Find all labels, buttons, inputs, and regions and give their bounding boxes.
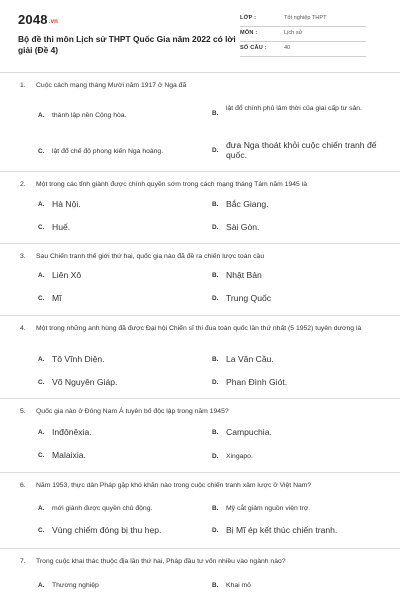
meta-row-grade [240, 12, 366, 27]
option-text: Malaixia. [52, 450, 86, 460]
option-key: D. [212, 527, 219, 534]
option-text: Khai mỏ [226, 582, 251, 589]
option-text: Bắc Giang. [226, 199, 269, 209]
option-text: Võ Nguyên Giáp. [52, 377, 118, 387]
option-d[interactable] [212, 222, 382, 232]
option-key: B. [212, 582, 219, 589]
option-key: D. [212, 147, 219, 154]
option-a[interactable] [38, 270, 208, 280]
option-text: lật đổ chính phủ lâm thời của giai cấp tư sản. [226, 105, 362, 112]
option-text: Xingapo. [226, 453, 253, 460]
meta-label: LỚP : [240, 15, 257, 21]
exam-meta [240, 12, 366, 57]
question-text: Năm 1953, thực dân Pháp gặp khó khăn nào trong cuộc chiến tranh xâm lược ở Việt Nam? [36, 482, 312, 489]
option-c[interactable] [38, 222, 208, 232]
option-text: Inđônêxia. [52, 427, 92, 437]
question-4 [0, 316, 400, 399]
question-stem [20, 252, 380, 262]
option-key: C. [38, 224, 45, 231]
option-key: D. [212, 453, 219, 460]
option-a[interactable] [38, 199, 208, 209]
meta-row-count [240, 42, 366, 57]
option-b[interactable] [212, 427, 382, 437]
option-d[interactable] [212, 525, 382, 535]
option-key: D. [212, 224, 219, 231]
option-d[interactable] [212, 377, 382, 387]
question-1 [0, 73, 400, 172]
logo-suffix: .vn [48, 19, 59, 25]
option-c[interactable] [38, 293, 208, 303]
option-b[interactable] [212, 270, 382, 280]
option-a[interactable] [38, 111, 208, 120]
option-b[interactable] [212, 199, 382, 209]
option-d[interactable] [212, 140, 382, 160]
question-number: 7. [20, 558, 26, 565]
option-d[interactable] [212, 452, 382, 461]
option-text: Liên Xô [52, 270, 82, 280]
option-b[interactable] [212, 504, 382, 513]
option-c[interactable] [38, 377, 208, 387]
question-list [0, 73, 400, 599]
option-text: thành lập nền Cộng hòa. [52, 112, 127, 119]
option-key: A. [38, 429, 45, 436]
question-number: 1. [20, 82, 26, 89]
option-key: C. [38, 452, 45, 459]
option-key: A. [38, 112, 45, 119]
page-title: Bộ đề thi môn Lịch sử THPT Quốc Gia năm 2022 có lời giải (Đề 4) [18, 34, 236, 55]
option-a[interactable] [38, 504, 208, 513]
option-key: D. [212, 295, 219, 302]
option-key: A. [38, 272, 45, 279]
meta-value: Tốt nghiệp THPT [284, 15, 327, 21]
site-logo[interactable] [18, 12, 58, 27]
meta-label: MÔN : [240, 30, 258, 36]
question-6 [0, 473, 400, 549]
option-text: Campuchia. [226, 427, 272, 437]
option-text: La Văn Cầu. [226, 354, 274, 364]
option-text: Huế. [52, 222, 71, 232]
option-a[interactable] [38, 427, 208, 437]
question-number: 2. [20, 181, 26, 188]
option-text: đưa Nga thoát khỏi cuộc chiến tranh đế quốc. [226, 140, 377, 160]
option-b[interactable] [212, 581, 382, 590]
question-stem [20, 557, 380, 567]
option-key: A. [38, 582, 45, 589]
question-2 [0, 172, 400, 244]
option-key: A. [38, 505, 45, 512]
question-number: 4. [20, 325, 26, 332]
question-7 [0, 549, 400, 599]
option-key: B. [212, 201, 219, 208]
option-key: C. [38, 295, 45, 302]
option-text: Trung Quốc [226, 293, 272, 303]
question-3 [0, 244, 400, 316]
logo-text: 2048 [18, 12, 48, 27]
option-text: Tô Vĩnh Diện. [52, 354, 105, 364]
option-b[interactable] [212, 354, 382, 364]
question-stem [20, 81, 380, 91]
option-key: C. [38, 148, 45, 155]
option-text: Sài Gòn. [226, 222, 260, 232]
meta-value: 40 [284, 45, 291, 51]
option-d[interactable] [212, 293, 382, 303]
option-c[interactable] [38, 450, 208, 460]
option-c[interactable] [38, 525, 208, 535]
option-a[interactable] [38, 581, 208, 590]
question-number: 6. [20, 482, 26, 489]
option-key: C. [38, 527, 45, 534]
option-key: B. [212, 356, 219, 363]
question-text: Sau Chiến tranh thế giới thứ hai, quốc gia nào đã đề ra chiến lược toàn cầu [36, 253, 265, 260]
question-text: Một trong các tỉnh giành được chính quyền sớm trong cách mạng tháng Tám năm 1945 là [36, 181, 308, 188]
option-text: Thương nghiệp [52, 582, 99, 589]
question-text: Trong cuộc khai thác thuộc địa lần thứ hai, Pháp đầu tư vốn nhiều vào ngành nào? [36, 558, 286, 565]
question-stem [20, 407, 380, 417]
question-text: Cuộc cách mạng tháng Mười năm 1917 ở Nga đã [36, 82, 187, 89]
meta-label: SỐ CÂU : [240, 45, 267, 51]
option-key: B. [212, 505, 219, 512]
question-stem [20, 324, 380, 334]
option-key: B. [212, 110, 219, 117]
question-5 [0, 399, 400, 473]
question-number: 3. [20, 253, 26, 260]
option-key: D. [212, 379, 219, 386]
meta-value: Lịch sử [284, 30, 303, 36]
option-text: Vùng chiếm đóng bị thu hẹp. [52, 525, 162, 535]
question-number: 5. [20, 408, 26, 415]
option-text: Mĩ [52, 293, 62, 303]
option-a[interactable] [38, 354, 208, 364]
option-text: lật đổ chế độ phong kiến Nga hoàng. [52, 148, 164, 155]
option-key: A. [38, 356, 45, 363]
option-text: mới giành được quyền chủ động. [52, 505, 153, 512]
option-key: B. [212, 429, 219, 436]
option-b[interactable] [212, 104, 382, 117]
question-text: Một trong những anh hùng đã được Đại hội Chiến sĩ thi đua toàn quốc lần thứ nhất (5 1952) tuyên dương là [36, 325, 362, 332]
question-stem [20, 481, 380, 491]
meta-row-subject [240, 27, 366, 42]
option-text: Phan Đình Giót. [226, 377, 288, 387]
option-text: Mỹ cắt giảm nguồn viện trợ. [226, 505, 311, 512]
option-text: Hà Nội. [52, 199, 81, 209]
option-key: C. [38, 379, 45, 386]
option-key: A. [38, 201, 45, 208]
question-stem [20, 180, 380, 190]
question-text: Quốc gia nào ở Đông Nam Á tuyên bố độc lập trong năm 1945? [36, 408, 229, 415]
option-key: B. [212, 272, 219, 279]
option-c[interactable] [38, 147, 208, 156]
option-text: Bị Mĩ ép kết thúc chiến tranh. [226, 525, 338, 535]
option-text: Nhật Bản [226, 270, 262, 280]
